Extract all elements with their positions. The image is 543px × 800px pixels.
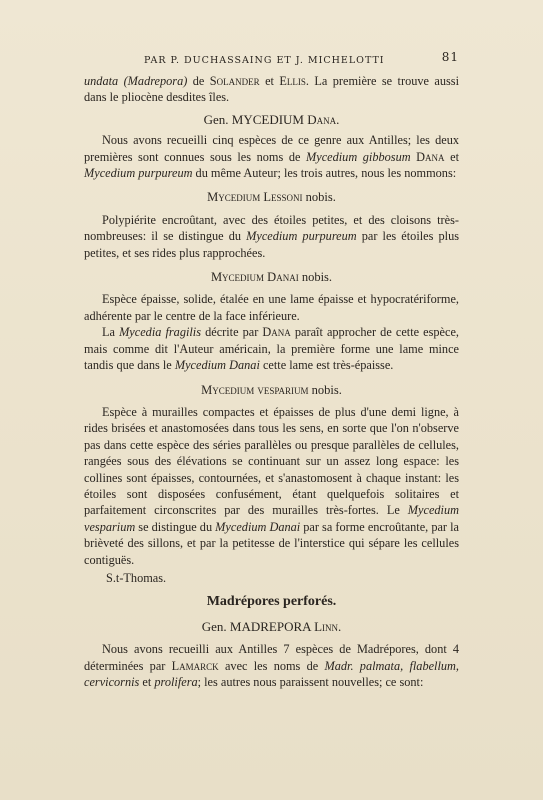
text-run: . <box>336 111 340 127</box>
text-run: et <box>139 675 155 689</box>
species-name: Mycedium vesparium <box>201 382 309 397</box>
paragraph-danai-comparison <box>84 324 459 373</box>
paragraph-madrepora <box>84 641 459 690</box>
taxon-name: Madr. palmata, flabellum, cervicornis <box>84 658 459 689</box>
author-name: Dana <box>307 111 337 127</box>
paragraph-danai: Espèce épaisse, solide, étalée en une lame épaisse et hypocratériforme, adhérente par le centre de la face inférieure. <box>84 292 459 323</box>
text-run: nobis. <box>302 190 336 205</box>
text-run: Espèce à murailles compactes et épaisses de plus d'une demi ligne, à rides brisées et anastomosées dans tous les sens, en sorte que l'on n'observe pas dans cette espèce des séries parallèles ou presque parallèles de cellules, rangées sous des élévations se continuant sur un assez long espace: les collines sont épaisses, contournées, et s'anastomosent à chaque instant: les étoiles sont disposées confusément, étant quelquefois solitaires et parfaitement circonscrites par des murailles très-fortes. Le <box>84 404 459 518</box>
genus-name: Gen. MADREPORA <box>201 618 315 634</box>
paragraph-vesparium <box>84 404 459 568</box>
taxon-name: prolifera <box>154 675 198 689</box>
text-run: se distingue du <box>135 519 216 534</box>
text-run: . <box>338 618 342 634</box>
page-number: 81 <box>441 50 459 64</box>
paragraph-lessoni <box>84 212 459 261</box>
author-name: Dana <box>262 325 291 340</box>
section-heading: Madrépores perforés. <box>206 594 337 610</box>
text-run: paraît approcher de cette espèce, mais comme dit l'Auteur américain, la première forme une lame mince tandis que dans le <box>84 325 459 373</box>
author-name: Linn <box>314 618 338 634</box>
genus-name: Gen. MYCEDIUM <box>203 111 308 127</box>
paragraph-mycedium-intro <box>84 132 459 181</box>
text-run: Nous avons recueilli aux Antilles 7 espèces de Madrépores, dont 4 déterminées par <box>84 642 459 673</box>
author-name: Ellis <box>279 74 306 88</box>
text-run: et <box>259 74 280 88</box>
species-heading-danai <box>84 269 459 285</box>
text-run: nobis. <box>298 270 333 285</box>
text-run: par les étoiles plus petites, et ses rides plus rapprochées. <box>84 229 459 260</box>
taxon-name: Mycedium gibbosum <box>306 149 411 164</box>
locality: S.t-Thomas. <box>106 570 167 585</box>
text-run: par sa forme encroûtante, par la brièveté des sillons, et par la petitesse de l'interstice qui sépare les cellules contiguës. <box>84 519 459 567</box>
text-run: cette lame est très-épaisse. <box>259 358 394 373</box>
taxon-name: Mycedium purpureum <box>84 166 193 181</box>
text-run: nobis. <box>308 382 342 397</box>
text-run: . La première se trouve aussi dans le pliocène desdites îles. <box>84 74 459 105</box>
author-name: Lamarck <box>171 658 219 673</box>
species-name: Mycedium Danai <box>210 270 299 285</box>
text-run: La <box>102 325 120 340</box>
taxon-name: Mycedium Danai <box>215 519 301 534</box>
genus-heading-mycedium <box>84 112 459 128</box>
author-name: Solander <box>209 74 260 88</box>
text-run: décrite par <box>201 325 263 340</box>
taxon-name: Mycedium Danai <box>174 358 260 373</box>
body-text <box>84 73 459 690</box>
genus-heading-madrepora <box>84 619 459 635</box>
paragraph-continuation <box>84 73 459 106</box>
author-name: Dana <box>416 149 445 164</box>
text-run: ; les autres nous paraissent nouvelles; ce sont: <box>197 675 424 689</box>
text-run: Polypiérite encroûtant, avec des étoiles petites, et des cloisons très-nombreuses: il se distingue du <box>84 212 459 244</box>
text-run: du même Auteur; les trois autres, nous les nommons: <box>192 166 457 181</box>
taxon-name: Mycedium vesparium <box>84 503 459 534</box>
species-heading-lessoni <box>84 189 459 205</box>
text-run: et <box>444 149 459 164</box>
text-run: avec les noms de <box>218 658 325 673</box>
species-heading-vesparium <box>84 382 459 398</box>
taxon-name: Mycedia fragilis <box>119 325 202 340</box>
running-header <box>84 50 459 68</box>
text-run: Nous avons recueilli cinq espèces de ce genre aux Antilles; les deux premières sont connues sous les noms de <box>84 133 459 164</box>
running-title: PAR P. DUCHASSAING ET J. MICHELOTTI <box>144 55 385 66</box>
text-run: de <box>187 74 210 88</box>
species-name: Mycedium Lessoni <box>207 190 303 205</box>
taxon-name: undata (Madrepora) <box>84 74 188 88</box>
taxon-name: Mycedium purpureum <box>246 229 357 244</box>
